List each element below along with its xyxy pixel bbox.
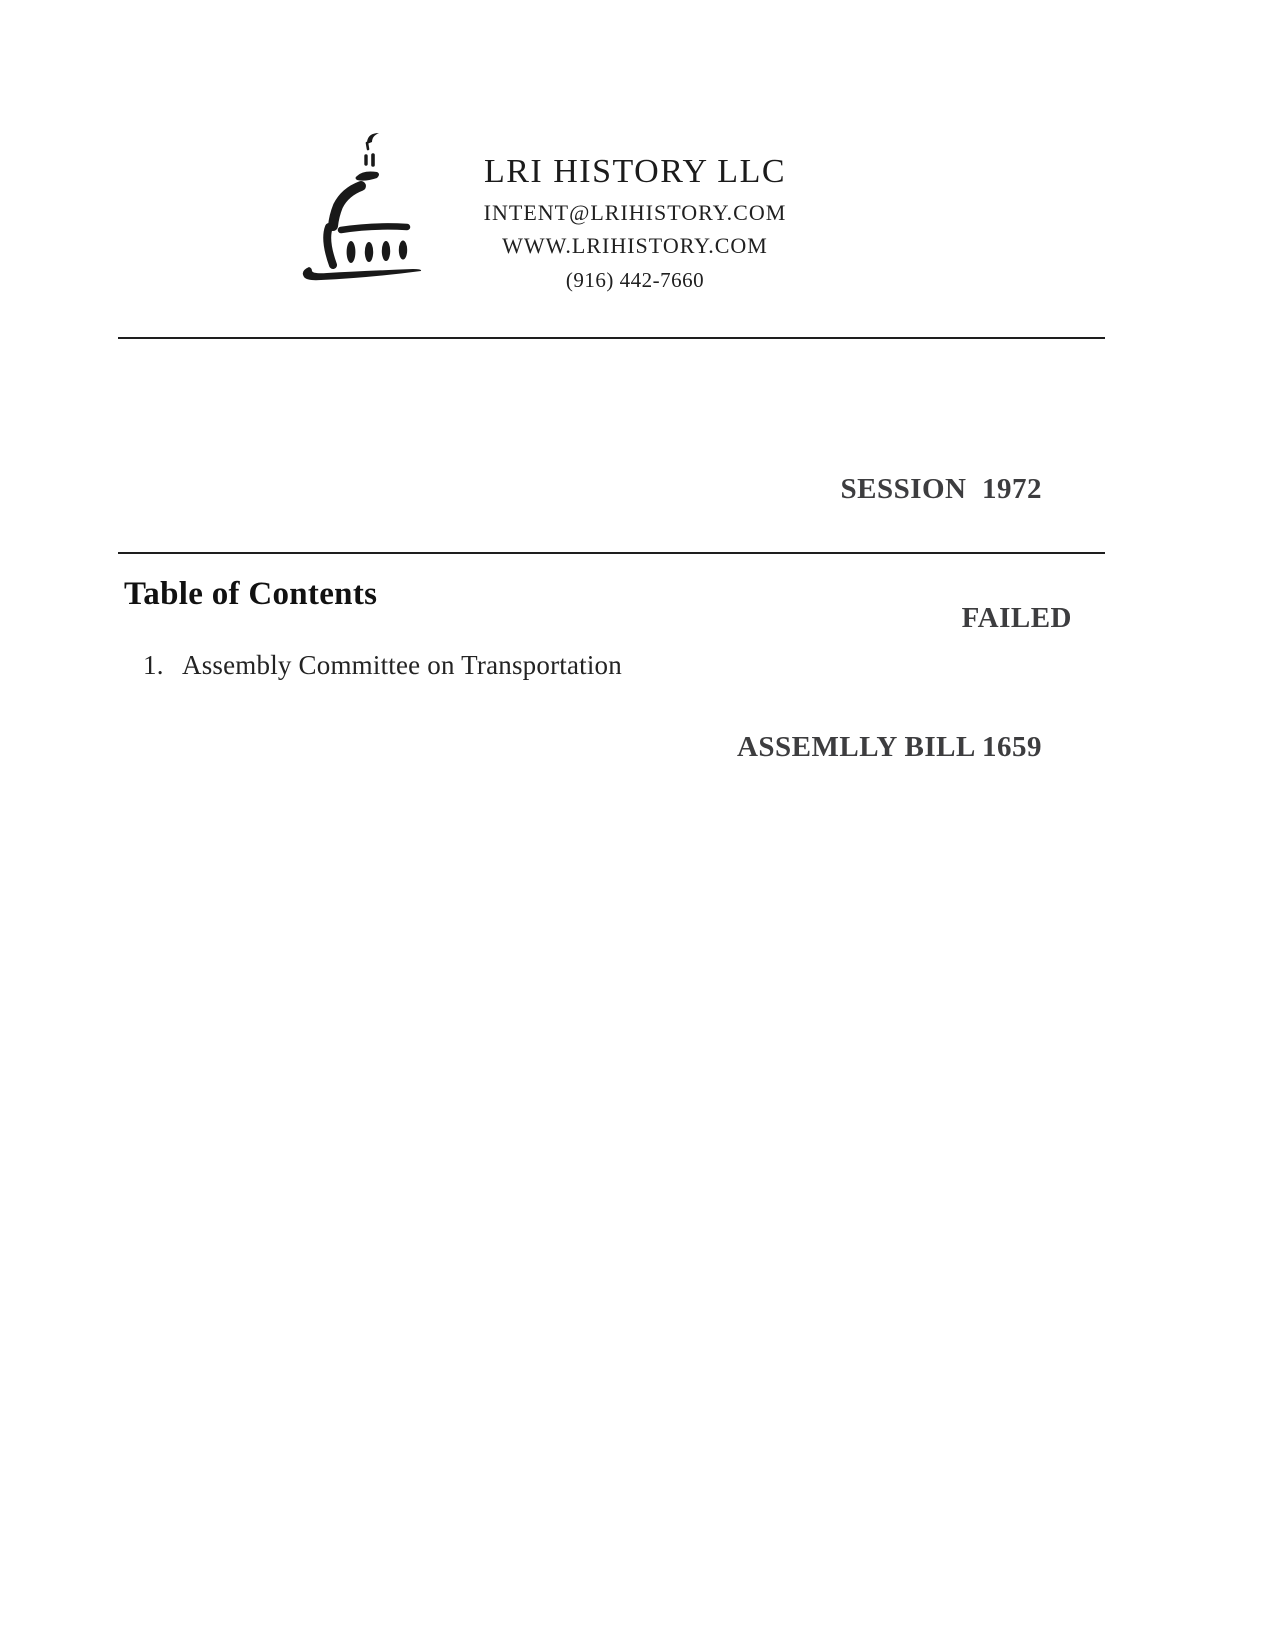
capitol-dome-sketch-icon — [293, 126, 427, 286]
bill-info-block — [736, 382, 1072, 855]
divider-top — [118, 337, 1105, 339]
company-name: LRI HISTORY LLC — [483, 153, 787, 190]
toc-item-number: 1. — [143, 650, 164, 680]
company-email: INTENT@LRIHISTORY.COM — [483, 200, 787, 225]
company-website: WWW.LRIHISTORY.COM — [502, 233, 768, 258]
toc-title: Table of Contents — [124, 576, 378, 612]
toc-item-label: Assembly Committee on Transportation — [182, 650, 622, 680]
session-line: SESSION 1972 — [840, 473, 1042, 505]
status-line: FAILED — [961, 602, 1072, 634]
company-phone: (916) 442-7660 — [565, 268, 705, 292]
letterhead — [435, 152, 835, 292]
toc-item — [143, 650, 622, 681]
divider-bottom — [118, 552, 1105, 554]
bill-number-line: ASSEMLLY BILL 1659 — [736, 731, 1042, 763]
